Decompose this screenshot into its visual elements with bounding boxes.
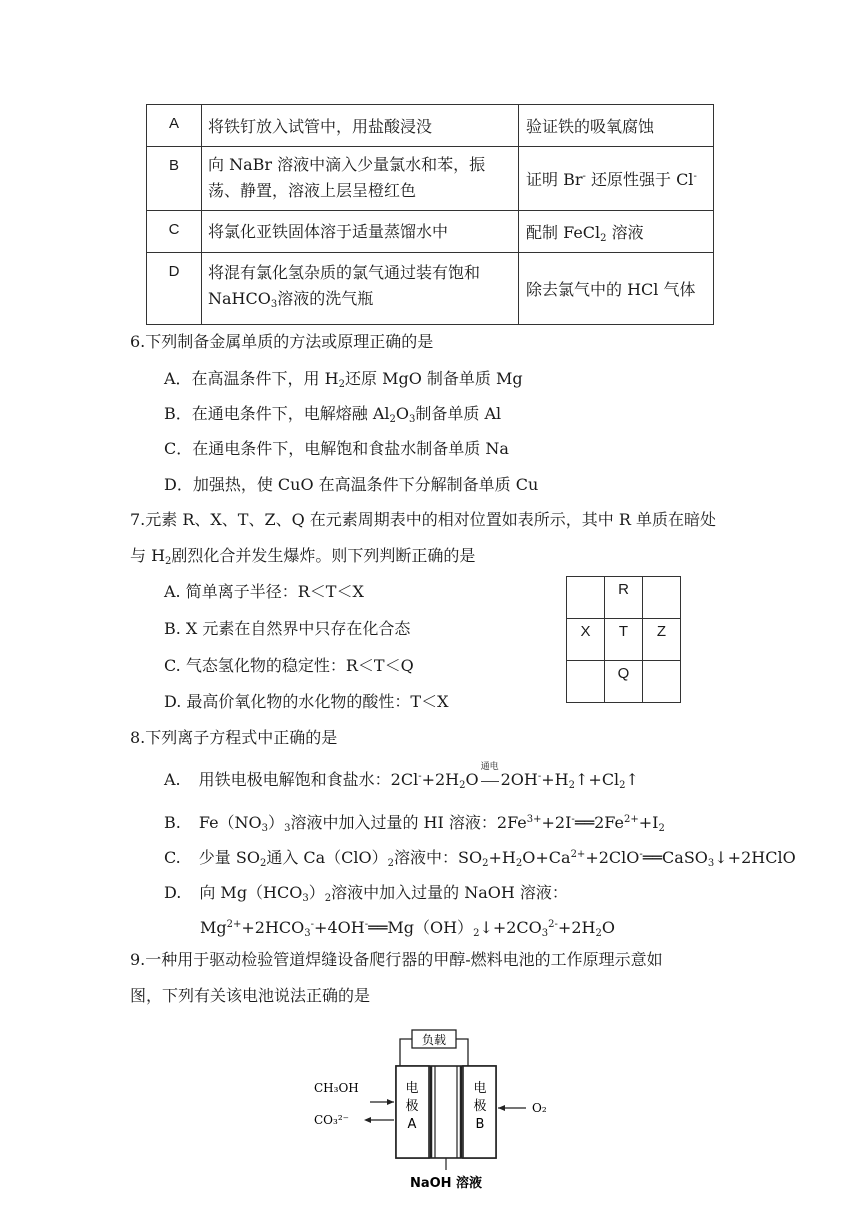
row-purpose: 证明 Br- 还原性强于 Cl-	[519, 147, 714, 211]
q8-option-d: D. 向 $Mg(HCO_3)_2$溶液中加入过量的 NaOH 溶液：	[164, 883, 568, 904]
row-label: B	[147, 147, 202, 211]
q6-option-b: B．在通电条件下，电解熔融 $Al_2O_3$制备单质 Al	[164, 404, 502, 425]
row-label: C	[147, 211, 202, 253]
q9-stem-line2: 图，下列有关该电池说法正确的是	[130, 986, 371, 1005]
svg-text:极: 极	[473, 1099, 487, 1114]
element-t: T	[605, 619, 643, 661]
q7-option-c: C. 气态氢化物的稳定性：R＜T＜Q	[164, 656, 414, 675]
co3-label: CO₃²⁻	[314, 1113, 349, 1127]
table-row	[147, 211, 714, 253]
q8-option-d-equation: $Mg^{2+}+2HCO_3^-+4OH^-══Mg(OH)_2↓+2CO_3^{2-}+2H_2O$	[200, 918, 615, 939]
svg-text:电: 电	[405, 1081, 419, 1096]
table-row	[147, 253, 714, 325]
q8-option-c: C. 少量 $SO_2$通入 $Ca(ClO)_2$溶液中：$SO_2+H_2O+Ca^{2+}+2ClO^-══CaSO_3↓+2HClO$	[164, 848, 796, 869]
q8-option-b: B. $Fe(NO_3)_3$溶液中加入过量的 HI 溶液：$2Fe^{3+}+2I^-══2Fe^{2+}+I_2$	[164, 813, 665, 834]
row-purpose: 除去氯气中的 HCl 气体	[519, 253, 714, 325]
q7-option-a: A. 简单离子半径：R＜T＜X	[164, 582, 364, 601]
fuel-cell-diagram	[300, 1028, 570, 1198]
q6-option-d: D．加强热，使 CuO 在高温条件下分解制备单质 Cu	[164, 475, 539, 494]
ch3oh-label: CH₃OH	[314, 1081, 359, 1095]
svg-text:极: 极	[405, 1099, 419, 1114]
load-label: 负载	[421, 1033, 447, 1047]
element-r: R	[605, 577, 643, 619]
row-operation: 将混有氯化氢杂质的氯气通过装有饱和 NaHCO$_3$溶液的洗气瓶	[202, 253, 519, 325]
svg-text:B: B	[475, 1117, 485, 1132]
q9-stem-line1: 9.一种用于驱动检验管道焊缝设备爬行器的甲醇-燃料电池的工作原理示意如	[130, 950, 663, 969]
row-purpose: 配制 FeCl$_2$ 溶液	[519, 211, 714, 253]
row-operation: 将铁钉放入试管中，用盐酸浸没	[202, 105, 519, 147]
svg-text:电: 电	[473, 1081, 487, 1096]
row-label: D	[147, 253, 202, 325]
experiment-table	[146, 104, 714, 325]
q6-option-a: A．在高温条件下，用 $H_2$还原 MgO 制备单质 Mg	[164, 369, 523, 390]
periodic-table-fragment	[566, 576, 681, 703]
naoh-label: NaOH 溶液	[409, 1176, 483, 1191]
o2-label: O₂	[532, 1101, 547, 1115]
q7-option-b: B. X 元素在自然界中只存在化合态	[164, 619, 411, 638]
q7-stem-line2: 与 $H_2$剧烈化合并发生爆炸。则下列判断正确的是	[130, 546, 476, 567]
element-x: X	[567, 619, 605, 661]
element-q: Q	[605, 661, 643, 703]
table-row	[147, 105, 714, 147]
svg-text:A: A	[407, 1117, 417, 1132]
table-row	[147, 147, 714, 211]
q7-stem-line1: 7.元素 R、X、T、Z、Q 在元素周期表中的相对位置如表所示，其中 R 单质在暗处	[130, 510, 717, 529]
q8-stem: 8.下列离子方程式中正确的是	[130, 728, 338, 747]
q6-stem: 6.下列制备金属单质的方法或原理正确的是	[130, 332, 434, 351]
q7-option-d: D. 最高价氧化物的水化物的酸性：T＜X	[164, 692, 449, 711]
row-purpose: 验证铁的吸氧腐蚀	[519, 105, 714, 147]
row-operation: 将氯化亚铁固体溶于适量蒸馏水中	[202, 211, 519, 253]
row-operation: 向 NaBr 溶液中滴入少量氯水和苯，振荡、静置，溶液上层呈橙红色	[202, 147, 519, 211]
row-label: A	[147, 105, 202, 147]
q8-option-a: A. 用铁电极电解饱和食盐水：$2Cl^-+2H_2O$ 通电 $2OH^-+H_2↑+Cl_2↑$	[164, 762, 639, 791]
element-z: Z	[643, 619, 681, 661]
q6-option-c: C．在通电条件下，电解饱和食盐水制备单质 Na	[164, 439, 509, 458]
